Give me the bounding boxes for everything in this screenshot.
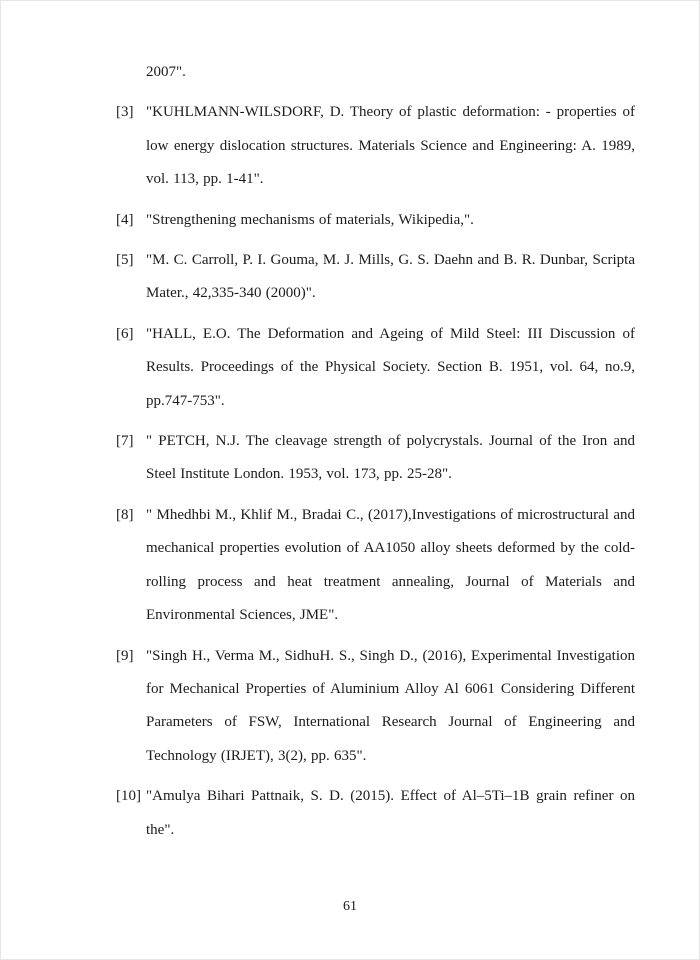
- reference-number: [7]: [116, 433, 134, 450]
- reference-number: [3]: [116, 104, 134, 121]
- reference-text: "Amulya Bihari Pattnaik, S. D. (2015). Effect of Al–5Ti–1B grain refiner on the".: [146, 788, 635, 838]
- reference-entry-10: [116, 780, 635, 847]
- reference-number: [6]: [116, 325, 134, 342]
- reference-text: " Mhedhbi M., Khlif M., Bradai C., (2017),Investigations of microstructural and mechanical properties evolution of AA1050 alloy sheets deformed by the cold-rolling process and heat treatment annealing, Journal of Materials and Environmental Sciences, JME".: [146, 506, 635, 624]
- reference-entry-8: [116, 499, 635, 633]
- reference-number: [9]: [116, 647, 134, 664]
- reference-text: " PETCH, N.J. The cleavage strength of polycrystals. Journal of the Iron and Steel Institute London. 1953, vol. 173, pp. 25-28".: [146, 433, 635, 483]
- reference-entry-5: [116, 244, 635, 311]
- reference-entry-7: [116, 425, 635, 492]
- reference-text: "Strengthening mechanisms of materials, Wikipedia,".: [146, 211, 474, 228]
- reference-entry-6: [116, 318, 635, 418]
- paragraph-continuation: 2007".: [146, 64, 186, 80]
- reference-number: [8]: [116, 506, 134, 523]
- reference-entry-3: [116, 96, 635, 196]
- reference-number: [10]: [116, 788, 141, 805]
- reference-number: [5]: [116, 252, 134, 269]
- references-section: [116, 56, 635, 847]
- page-number: 61: [343, 899, 357, 914]
- reference-text: "M. C. Carroll, P. I. Gouma, M. J. Mills, G. S. Daehn and B. R. Dunbar, Scripta Mater., 42,335-340 (2000)".: [146, 252, 635, 302]
- reference-number: [4]: [116, 211, 134, 228]
- reference-entry-4: [116, 204, 635, 237]
- reference-text: "HALL, E.O. The Deformation and Ageing of Mild Steel: III Discussion of Results. Proceedings of the Physical Society. Section B. 1951, vol. 64, no.9, pp.747-753".: [146, 325, 635, 409]
- reference-text: "KUHLMANN-WILSDORF, D. Theory of plastic deformation: - properties of low energy dislocation structures. Materials Science and Engineering: A. 1989, vol. 113, pp. 1-41".: [146, 104, 635, 188]
- reference-entry-9: [116, 640, 635, 774]
- reference-text: "Singh H., Verma M., SidhuH. S., Singh D., (2016), Experimental Investigation for Mechanical Properties of Aluminium Alloy Al 6061 Considering Different Parameters of FSW, International Research Journal of Engineering and Technology (IRJET), 3(2), pp. 635".: [146, 647, 635, 764]
